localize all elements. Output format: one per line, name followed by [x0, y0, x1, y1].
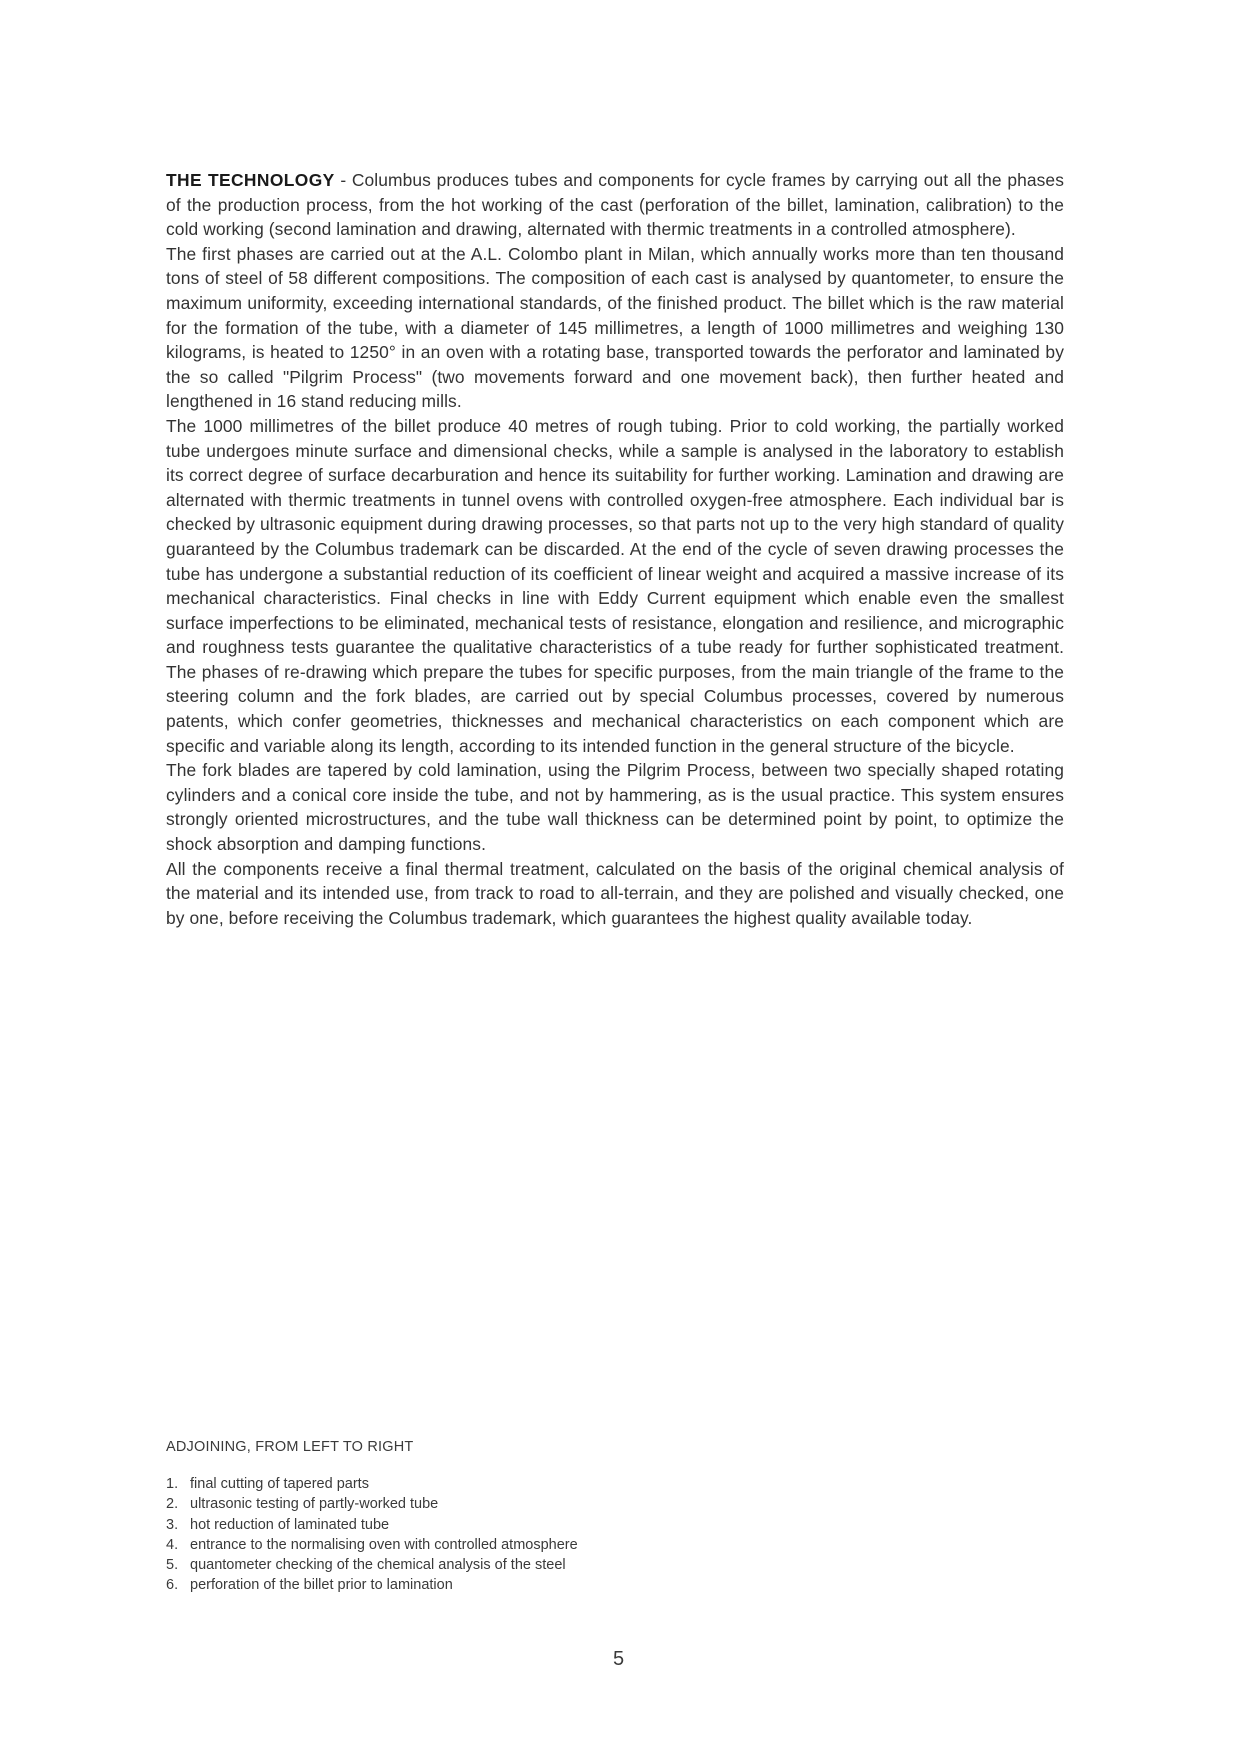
caption-text: quantometer checking of the chemical analysis of the steel: [190, 1557, 566, 1574]
caption-number: 6.: [166, 1577, 179, 1594]
paragraph-5: All the components receive a final thermal treatment, calculated on the basis of the original chemical analysis of the material and its intended use, from track to road to all-terrain, and they are polished and visually checked, one by one, before receiving the Columbus trademark, which guarantees the highest quality available today.: [166, 858, 1064, 928]
caption-item: [166, 1515, 866, 1535]
paragraph-1: [166, 168, 1064, 242]
paragraph-1-text: Columbus produces tubes and components for cycle frames by carrying out all the phases of the production process, from the hot working of the cast (perforation of the billet, lamination, calibration) to the cold working (second lamination and drawing, alternated with thermic treatments in a controlled atmosphere).: [166, 170, 1064, 240]
paragraph-3: The 1000 millimetres of the billet produce 40 metres of rough tubing. Prior to cold working, the partially worked tube undergoes minute surface and dimensional checks, while a sample is analysed in the laboratory to establish its correct degree of surface decarburation and hence its suitability for further working. Lamination and drawing are alternated with thermic treatments in tunnel ovens with controlled oxygen-free atmosphere. Each individual bar is checked by ultrasonic equipment during drawing processes, so that parts not up to the very high standard of quality guaranteed by the Columbus trademark can be discarded. At the end of the cycle of seven drawing processes the tube has undergone a substantial reduction of its coefficient of linear weight and acquired a massive increase of its mechanical characteristics. Final checks in line with Eddy Current equipment which enable even the smallest surface imperfections to be eliminated, mechanical tests of resistance, elongation and resilience, and micrographic and roughness tests guarantee the qualitative characteristics of a tube ready for further sophisticated treatment. The phases of re-drawing which prepare the tubes for specific purposes, from the main triangle of the frame to the steering column and the fork blades, are carried out by special Columbus processes, covered by numerous patents, which confer geometries, thicknesses and mechanical characteristics on each component which are specific and variable along its length, according to its intended function in the general structure of the bicycle.: [166, 415, 1064, 756]
photo-captions: [166, 1439, 866, 1596]
caption-item: [166, 1474, 866, 1494]
caption-item: [166, 1555, 866, 1575]
caption-number: 1.: [166, 1476, 179, 1492]
caption-number: 4.: [166, 1536, 179, 1553]
caption-text: final cutting of tapered parts: [190, 1476, 369, 1492]
caption-item: [166, 1575, 866, 1595]
section-heading: THE TECHNOLOGY: [166, 170, 335, 190]
caption-heading: ADJOINING, FROM LEFT TO RIGHT: [166, 1439, 414, 1455]
caption-text: hot reduction of laminated tube: [190, 1516, 390, 1533]
caption-item: [166, 1494, 866, 1514]
paragraph-2: The first phases are carried out at the A.L. Colombo plant in Milan, which annually works more than ten thousand tons of steel of 58 different compositions. The composition of each cast is analysed by quantometer, to ensure the maximum uniformity, exceeding international standards, of the finished product. The billet which is the raw material for the formation of the tube, with a diameter of 145 millimetres, a length of 1000 millimetres and weighing 130 kilograms, is heated to 1250° in an oven with a rotating base, transported towards the perforator and laminated by the so called "Pilgrim Process" (two movements forward and one movement back), then further heated and lengthened in 16 stand reducing mills.: [166, 243, 1064, 412]
body-text: [166, 168, 1064, 930]
caption-text: ultrasonic testing of partly-worked tube: [190, 1496, 439, 1513]
caption-text: perforation of the billet prior to lamination: [190, 1577, 453, 1594]
caption-list: [166, 1474, 866, 1596]
caption-text: entrance to the normalising oven with controlled atmosphere: [190, 1536, 578, 1553]
caption-item: [166, 1535, 866, 1555]
page-number: 5: [612, 1648, 625, 1670]
caption-number: 5.: [166, 1557, 179, 1574]
heading-separator: -: [334, 170, 352, 190]
caption-number: 2.: [166, 1496, 179, 1513]
caption-number: 3.: [166, 1516, 179, 1533]
paragraph-4: The fork blades are tapered by cold lamination, using the Pilgrim Process, between two specially shaped rotating cylinders and a conical core inside the tube, and not by hammering, as is the usual practice. This system ensures strongly oriented microstructures, and the tube wall thickness can be determined point by point, to optimize the shock absorption and damping functions.: [166, 760, 1064, 855]
